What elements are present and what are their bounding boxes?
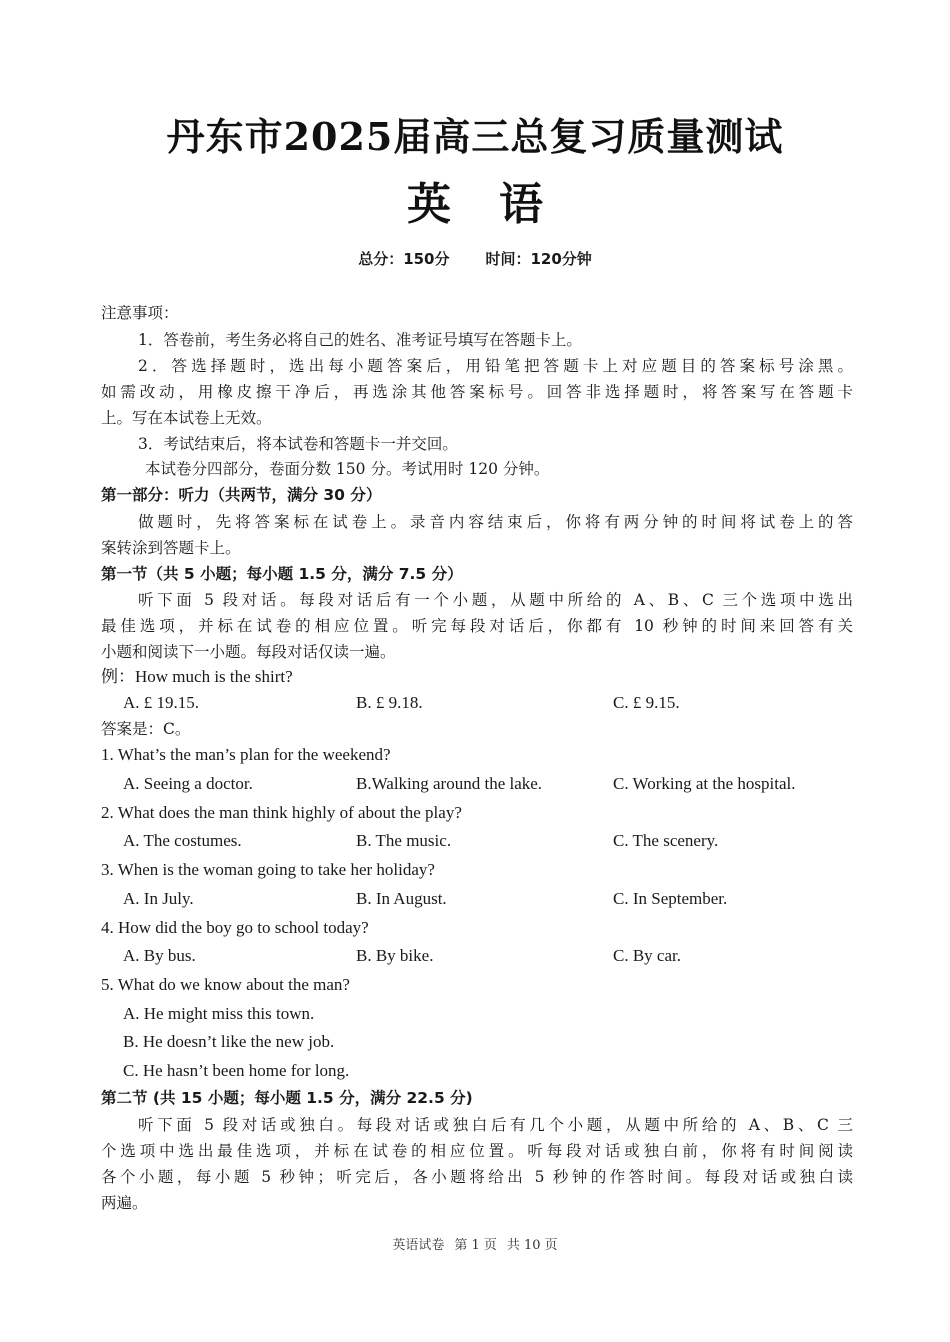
question-4-option-a: A. By bus. bbox=[123, 946, 196, 965]
exam-meta bbox=[0, 248, 950, 269]
section1-instruction-line-1: 听下面 5 段对话。每段对话后有一个小题，从题中所给的 A、B、C 三个选项中选出 bbox=[138, 591, 853, 609]
section2-instruction-line-1: 听下面 5 段对话或独白。每段对话或独白后有几个小题，从题中所给的 A、B、C 三 bbox=[138, 1116, 853, 1134]
exam-time: 时间：120分钟 bbox=[485, 250, 592, 268]
notice-item-2-line-3: 上。写在本试卷上无效。 bbox=[101, 409, 272, 427]
example-option-a: A. £ 19.15. bbox=[123, 693, 200, 712]
section2-instruction-line-3: 各个小题，每小题 5 秒钟；听完后，各小题将给出 5 秒钟的作答时间。每段对话或独白读 bbox=[101, 1168, 853, 1186]
section1-heading: 第一节（共 5 小题；每小题 1.5 分，满分 7.5 分） bbox=[101, 565, 463, 583]
section2-instruction-line-4: 两遍。 bbox=[101, 1194, 148, 1212]
subject-char-2: 语 bbox=[499, 179, 543, 230]
question-3-option-a: A. In July. bbox=[123, 889, 194, 908]
question-4-option-b: B. By bike. bbox=[356, 946, 434, 965]
notice-summary: 本试卷分四部分，卷面分数 150 分。考试用时 120 分钟。 bbox=[145, 460, 550, 478]
question-5-option-a: A. He might miss this town. bbox=[123, 1004, 315, 1023]
question-2-option-a: A. The costumes. bbox=[123, 831, 242, 850]
question-4-option-c: C. By car. bbox=[613, 946, 681, 965]
subject-title bbox=[0, 168, 950, 232]
notice-item-3: 3．考试结束后，将本试卷和答题卡一并交回。 bbox=[138, 435, 458, 453]
subject-char-1: 英 bbox=[407, 179, 451, 230]
question-1-option-b: B.Walking around the lake. bbox=[356, 774, 543, 793]
question-2-option-b: B. The music. bbox=[356, 831, 452, 850]
page-footer bbox=[0, 1234, 950, 1253]
question-1: 1. What’s the man’s plan for the weekend? bbox=[101, 745, 391, 764]
question-4: 4. How did the boy go to school today? bbox=[101, 918, 369, 937]
exam-title: 丹东市2025届高三总复习质量测试 bbox=[166, 114, 784, 159]
section2-heading: 第二节 (共 15 小题；每小题 1.5 分，满分 22.5 分) bbox=[101, 1089, 473, 1107]
question-3: 3. When is the woman going to take her holiday? bbox=[101, 860, 435, 879]
question-1-option-a: A. Seeing a doctor. bbox=[123, 774, 253, 793]
example-question: 例：How much is the shirt? bbox=[101, 667, 293, 686]
question-3-option-b: B. In August. bbox=[356, 889, 447, 908]
part1-instruction-line-1: 做题时，先将答案标在试卷上。录音内容结束后，你将有两分钟的时间将试卷上的答 bbox=[138, 513, 853, 531]
part1-heading: 第一部分：听力（共两节，满分 30 分） bbox=[101, 486, 382, 504]
section2-instruction-line-2: 个选项中选出最佳选项，并标在试卷的相应位置。听每段对话或独白前，你将有时间阅读 bbox=[101, 1142, 853, 1160]
notice-heading: 注意事项： bbox=[101, 304, 179, 322]
question-1-option-c: C. Working at the hospital. bbox=[613, 774, 796, 793]
question-2-option-c: C. The scenery. bbox=[613, 831, 719, 850]
question-5: 5. What do we know about the man? bbox=[101, 975, 350, 994]
example-answer: 答案是：C。 bbox=[101, 720, 191, 738]
notice-item-1: 1．答卷前，考生务必将自己的姓名、准考证号填写在答题卡上。 bbox=[138, 331, 582, 349]
section1-instruction-line-2: 最佳选项，并标在试卷的相应位置。听完每段对话后，你都有 10 秒钟的时间来回答有关 bbox=[101, 617, 853, 635]
notice-item-2-line-1: 2．答选择题时，选出每小题答案后，用铅笔把答题卡上对应题目的答案标号涂黑。 bbox=[138, 357, 853, 375]
notice-item-2-line-2: 如需改动，用橡皮擦干净后，再选涂其他答案标号。回答非选择题时，将答案写在答题卡 bbox=[101, 383, 853, 401]
footer-label: 英语试卷 bbox=[392, 1238, 445, 1253]
total-score: 总分：150分 bbox=[358, 250, 450, 268]
question-3-option-c: C. In September. bbox=[613, 889, 728, 908]
example-option-b: B. £ 9.18. bbox=[356, 693, 423, 712]
footer-total: 共 10 页 bbox=[506, 1238, 558, 1253]
question-5-option-b: B. He doesn’t like the new job. bbox=[123, 1032, 335, 1051]
example-option-c: C. £ 9.15. bbox=[613, 693, 680, 712]
part1-instruction-line-2: 案转涂到答题卡上。 bbox=[101, 539, 241, 557]
question-2: 2. What does the man think highly of about the play? bbox=[101, 803, 462, 822]
footer-page: 第 1 页 bbox=[454, 1238, 497, 1253]
question-5-option-c: C. He hasn’t been home for long. bbox=[123, 1061, 350, 1080]
section1-instruction-line-3: 小题和阅读下一小题。每段对话仅读一遍。 bbox=[101, 643, 396, 661]
